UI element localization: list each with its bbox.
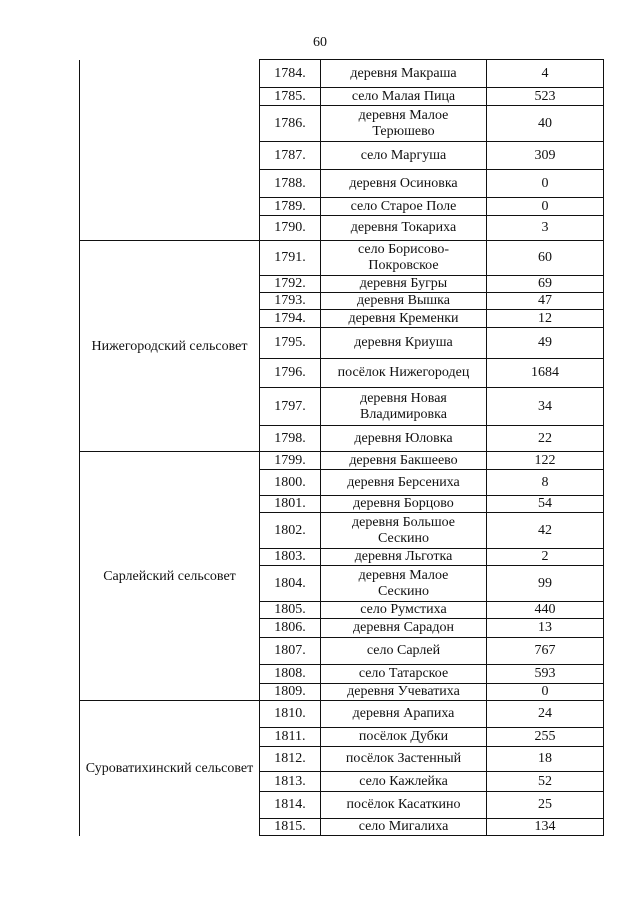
- population-value: 22: [487, 426, 604, 452]
- table-body: [80, 60, 604, 836]
- row-number: 1796.: [260, 359, 321, 388]
- settlement-name: деревня Криуша: [321, 328, 487, 359]
- settlement-name: село Кажлейка: [321, 772, 487, 792]
- row-number: 1809.: [260, 684, 321, 701]
- row-number: 1792.: [260, 276, 321, 293]
- settlement-name: деревня Токариха: [321, 216, 487, 241]
- settlement-name: деревня Бугры: [321, 276, 487, 293]
- row-number: 1811.: [260, 728, 321, 747]
- row-number: 1812.: [260, 747, 321, 772]
- row-number: 1802.: [260, 513, 321, 549]
- population-value: 0: [487, 170, 604, 198]
- population-value: 99: [487, 566, 604, 602]
- population-value: 767: [487, 638, 604, 665]
- settlement-name: посёлок Нижегородец: [321, 359, 487, 388]
- table-row: [80, 452, 604, 470]
- council-cell: [80, 241, 260, 452]
- row-number: 1794.: [260, 310, 321, 328]
- population-value: 255: [487, 728, 604, 747]
- row-number: 1784.: [260, 60, 321, 88]
- council-cell: [80, 701, 260, 836]
- settlement-name: село Маргуша: [321, 142, 487, 170]
- population-value: 24: [487, 701, 604, 728]
- settlement-name: деревня Вышка: [321, 293, 487, 310]
- population-value: 69: [487, 276, 604, 293]
- population-value: 4: [487, 60, 604, 88]
- row-number: 1807.: [260, 638, 321, 665]
- row-number: 1804.: [260, 566, 321, 602]
- settlement-name: деревня Малое Сескино: [321, 566, 487, 602]
- settlement-name: посёлок Касаткино: [321, 792, 487, 819]
- page-number: 60: [313, 35, 327, 50]
- row-number: 1814.: [260, 792, 321, 819]
- row-number: 1795.: [260, 328, 321, 359]
- population-value: 593: [487, 665, 604, 684]
- row-number: 1789.: [260, 198, 321, 216]
- row-number: 1793.: [260, 293, 321, 310]
- settlement-name: посёлок Застенный: [321, 747, 487, 772]
- settlement-name: деревня Макраша: [321, 60, 487, 88]
- settlement-name: деревня Большое Сескино: [321, 513, 487, 549]
- row-number: 1808.: [260, 665, 321, 684]
- settlement-name: посёлок Дубки: [321, 728, 487, 747]
- row-number: 1797.: [260, 388, 321, 426]
- population-value: 54: [487, 496, 604, 513]
- settlement-name: село Старое Поле: [321, 198, 487, 216]
- population-value: 12: [487, 310, 604, 328]
- population-value: 3: [487, 216, 604, 241]
- row-number: 1798.: [260, 426, 321, 452]
- population-value: 0: [487, 198, 604, 216]
- population-value: 18: [487, 747, 604, 772]
- council-name: Сарлейский сельсовет: [103, 568, 236, 584]
- population-value: 13: [487, 619, 604, 638]
- settlements-table: [79, 59, 604, 836]
- row-number: 1805.: [260, 602, 321, 619]
- population-value: 523: [487, 88, 604, 106]
- council-cell: [80, 60, 260, 241]
- row-number: 1803.: [260, 549, 321, 566]
- row-number: 1786.: [260, 106, 321, 142]
- table-row: [80, 241, 604, 276]
- population-value: 60: [487, 241, 604, 276]
- settlement-name: деревня Сарадон: [321, 619, 487, 638]
- settlement-name: село Мигалиха: [321, 819, 487, 836]
- row-number: 1785.: [260, 88, 321, 106]
- population-value: 47: [487, 293, 604, 310]
- population-value: 25: [487, 792, 604, 819]
- row-number: 1810.: [260, 701, 321, 728]
- settlement-name: деревня Льготка: [321, 549, 487, 566]
- settlement-name: деревня Новая Владимировка: [321, 388, 487, 426]
- council-name: Суроватихинский сельсовет: [85, 760, 254, 776]
- settlement-name: село Румстиха: [321, 602, 487, 619]
- population-value: 440: [487, 602, 604, 619]
- row-number: 1801.: [260, 496, 321, 513]
- population-value: 1684: [487, 359, 604, 388]
- settlement-name: деревня Борцово: [321, 496, 487, 513]
- settlement-name: деревня Берсениха: [321, 470, 487, 496]
- row-number: 1791.: [260, 241, 321, 276]
- table-row: [80, 701, 604, 728]
- row-number: 1790.: [260, 216, 321, 241]
- row-number: 1799.: [260, 452, 321, 470]
- population-value: 134: [487, 819, 604, 836]
- population-value: 49: [487, 328, 604, 359]
- council-name: Нижегородский сельсовет: [91, 338, 248, 354]
- row-number: 1813.: [260, 772, 321, 792]
- settlement-name: деревня Кременки: [321, 310, 487, 328]
- population-value: 122: [487, 452, 604, 470]
- row-number: 1815.: [260, 819, 321, 836]
- row-number: 1787.: [260, 142, 321, 170]
- population-value: 2: [487, 549, 604, 566]
- settlement-name: село Малая Пица: [321, 88, 487, 106]
- settlement-name: деревня Учеватиха: [321, 684, 487, 701]
- settlement-name: деревня Бакшеево: [321, 452, 487, 470]
- settlement-name: деревня Юловка: [321, 426, 487, 452]
- row-number: 1788.: [260, 170, 321, 198]
- row-number: 1800.: [260, 470, 321, 496]
- table-row: [80, 60, 604, 88]
- settlement-name: село Борисово- Покровское: [321, 241, 487, 276]
- settlement-name: село Татарское: [321, 665, 487, 684]
- settlement-name: деревня Осиновка: [321, 170, 487, 198]
- settlement-name: село Сарлей: [321, 638, 487, 665]
- population-value: 309: [487, 142, 604, 170]
- population-value: 0: [487, 684, 604, 701]
- settlement-name: деревня Арапиха: [321, 701, 487, 728]
- population-value: 40: [487, 106, 604, 142]
- council-cell: [80, 452, 260, 701]
- population-value: 42: [487, 513, 604, 549]
- settlement-name: деревня Малое Терюшево: [321, 106, 487, 142]
- population-value: 8: [487, 470, 604, 496]
- row-number: 1806.: [260, 619, 321, 638]
- population-value: 52: [487, 772, 604, 792]
- population-value: 34: [487, 388, 604, 426]
